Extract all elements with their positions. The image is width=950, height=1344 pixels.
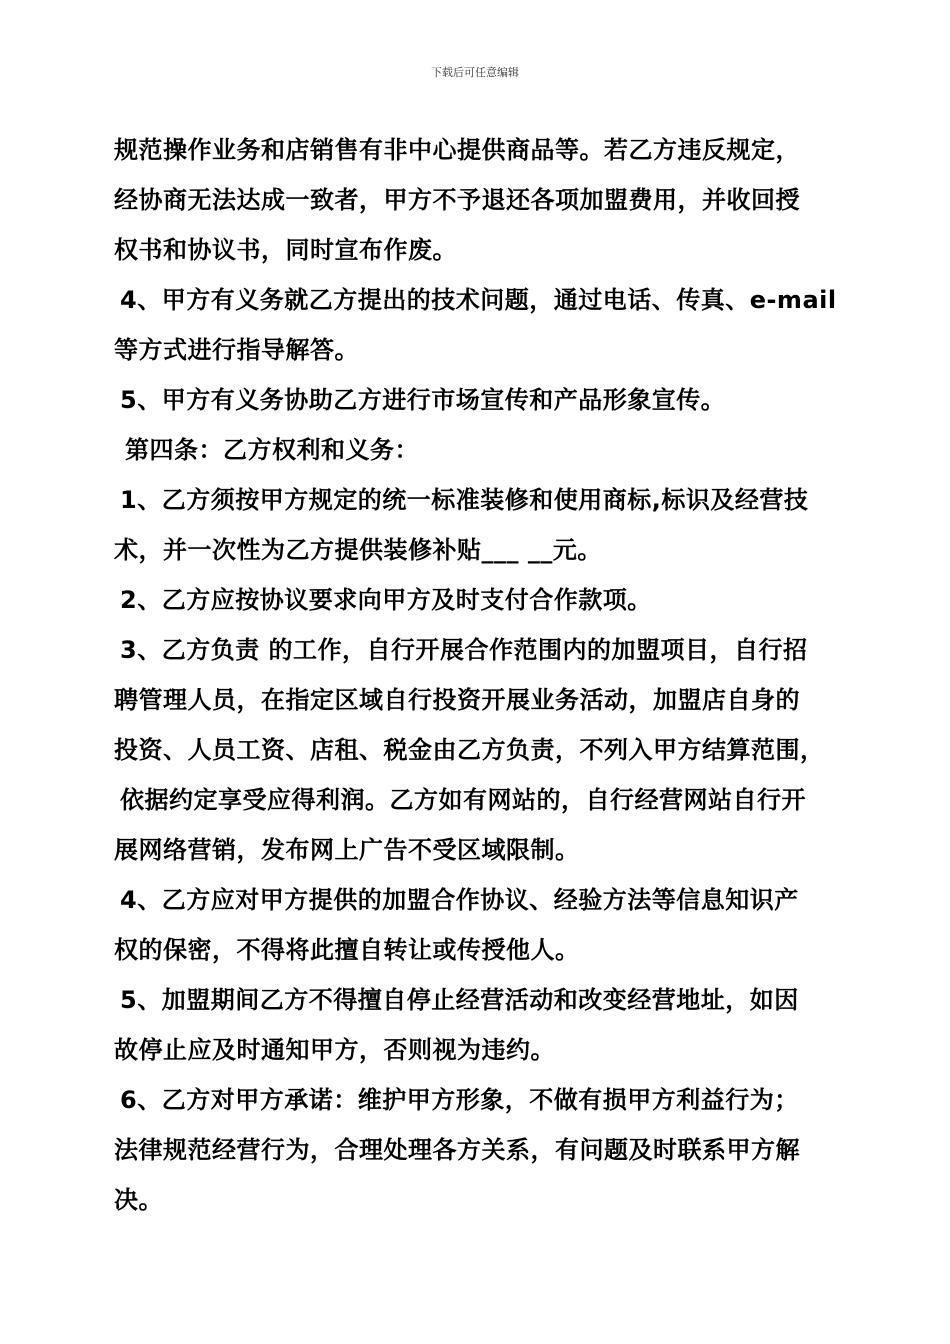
paragraph-line: 依据约定享受应得利润。乙方如有网站的，自行经营网站自行开 (120, 786, 806, 814)
clause-1-line: 1、乙方须按甲方规定的统一标准装修和使用商标,标识及经营技 (120, 486, 809, 514)
paragraph-line: 法律规范经营行为，合理处理各方关系，有问题及时联系甲方解 (114, 1136, 800, 1164)
paragraph-line: 聘管理人员，在指定区域自行投资开展业务活动，加盟店自身的 (114, 686, 800, 714)
clause-4-line: 4、乙方应对甲方提供的加盟合作协议、经验方法等信息知识产 (120, 886, 799, 914)
paragraph-line: 投资、人员工资、店租、税金由乙方负责，不列入甲方结算范围， (114, 736, 825, 764)
paragraph-line: 展网络营销，发布网上广告不受区域限制。 (114, 836, 580, 864)
clause-6-line: 6、乙方对甲方承诺：维护甲方形象，不做有损甲方利益行为； (120, 1086, 799, 1114)
clause-3-line: 3、乙方负责 的工作，自行开展合作范围内的加盟项目，自行招 (120, 636, 808, 664)
document-body (114, 125, 842, 1225)
page-header: 下载后可任意编辑 (431, 66, 519, 79)
paragraph-line: 规范操作业务和店销售有非中心提供商品等。若乙方违反规定， (114, 136, 800, 164)
paragraph-line: 故停止应及时通知甲方，否则视为违约。 (114, 1036, 555, 1064)
clause-2-line: 2、乙方应按协议要求向甲方及时支付合作款项。 (120, 586, 652, 614)
paragraph-line: 术，并一次性为乙方提供装修补贴___ __元。 (114, 536, 602, 564)
article-4-heading: 第四条：乙方权利和义务： (125, 436, 419, 464)
paragraph-line: 决。 (114, 1186, 163, 1214)
clause-5-line: 5、甲方有义务协助乙方进行市场宣传和产品形象宣传。 (120, 386, 726, 414)
paragraph-line: 权书和协议书，同时宣布作废。 (114, 236, 457, 264)
paragraph-line: 权的保密，不得将此擅自转让或传授他人。 (114, 936, 580, 964)
paragraph-line: 等方式进行指导解答。 (114, 336, 359, 364)
clause-5-line: 5、加盟期间乙方不得擅自停止经营活动和改变经营地址，如因 (120, 986, 799, 1014)
clause-4-line: 4、甲方有义务就乙方提出的技术问题，通过电话、传真、e-mail (120, 286, 837, 314)
paragraph-line: 经协商无法达成一致者，甲方不予退还各项加盟费用，并收回授 (114, 186, 800, 214)
